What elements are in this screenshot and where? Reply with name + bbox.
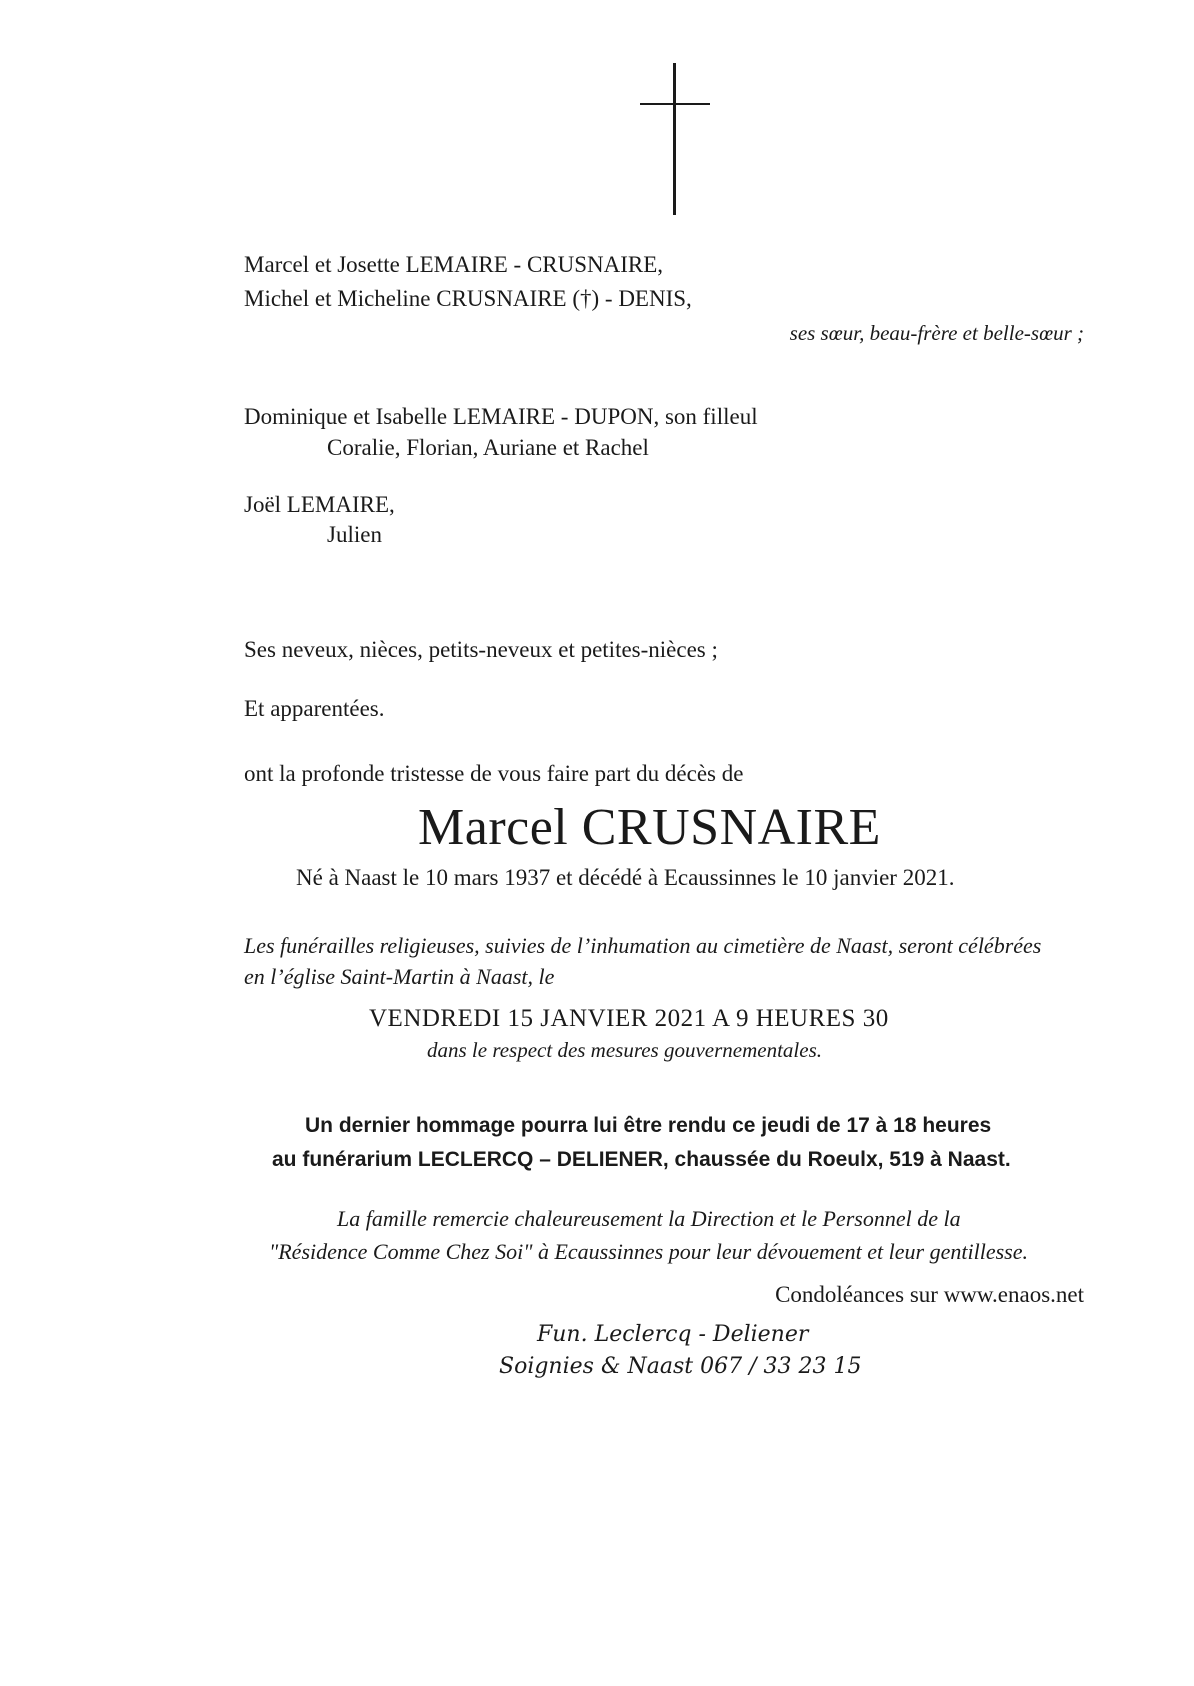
announcement: ont la profonde tristesse de vous faire part du décès de — [244, 761, 744, 786]
family-line-1: Marcel et Josette LEMAIRE - CRUSNAIRE, — [244, 252, 664, 277]
family-line-4: Joël LEMAIRE, — [244, 492, 395, 517]
family-line-5: Ses neveux, nièces, petits-neveux et petites-nièces ; — [244, 637, 718, 662]
deceased-dates: Né à Naast le 10 mars 1937 et décédé à Ecaussinnes le 10 janvier 2021. — [296, 865, 955, 890]
condolences-link[interactable]: Condoléances sur www.enaos.net — [775, 1282, 1084, 1307]
ceremony-line-2: en l’église Saint-Martin à Naast, le — [244, 964, 555, 989]
funeral-home-contact: Soignies & Naast 067 / 33 23 15 — [499, 1354, 862, 1379]
family-line-3-children: Coralie, Florian, Auriane et Rachel — [327, 435, 649, 460]
ceremony-datetime: VENDREDI 15 JANVIER 2021 A 9 HEURES 30 — [369, 1005, 889, 1032]
ceremony-note: dans le respect des mesures gouvernementales. — [427, 1038, 823, 1062]
deceased-name: Marcel CRUSNAIRE — [418, 799, 881, 856]
family-line-6: Et apparentées. — [244, 696, 385, 721]
tribute-line-2: au funérarium LECLERCQ – DELIENER, chaussée du Roeulx, 519 à Naast. — [272, 1148, 1011, 1171]
thanks-line-2: "Résidence Comme Chez Soi" à Ecaussinnes pour leur dévouement et leur gentillesse. — [269, 1239, 1028, 1264]
cross-icon — [640, 63, 710, 215]
family-line-3: Dominique et Isabelle LEMAIRE - DUPON, son filleul — [244, 404, 758, 429]
ceremony-line-1: Les funérailles religieuses, suivies de l’inhumation au cimetière de Naast, seront célébrées — [244, 933, 1042, 958]
family-line-2: Michel et Micheline CRUSNAIRE (†) - DENIS, — [244, 286, 692, 311]
family-relation: ses sœur, beau-frère et belle-sœur ; — [789, 321, 1084, 345]
tribute-line-1: Un dernier hommage pourra lui être rendu ce jeudi de 17 à 18 heures — [305, 1114, 992, 1137]
family-line-4-children: Julien — [327, 522, 382, 547]
thanks-line-1: La famille remercie chaleureusement la Direction et le Personnel de la — [337, 1206, 961, 1231]
funeral-home-name: Fun. Leclercq - Deliener — [537, 1322, 809, 1347]
